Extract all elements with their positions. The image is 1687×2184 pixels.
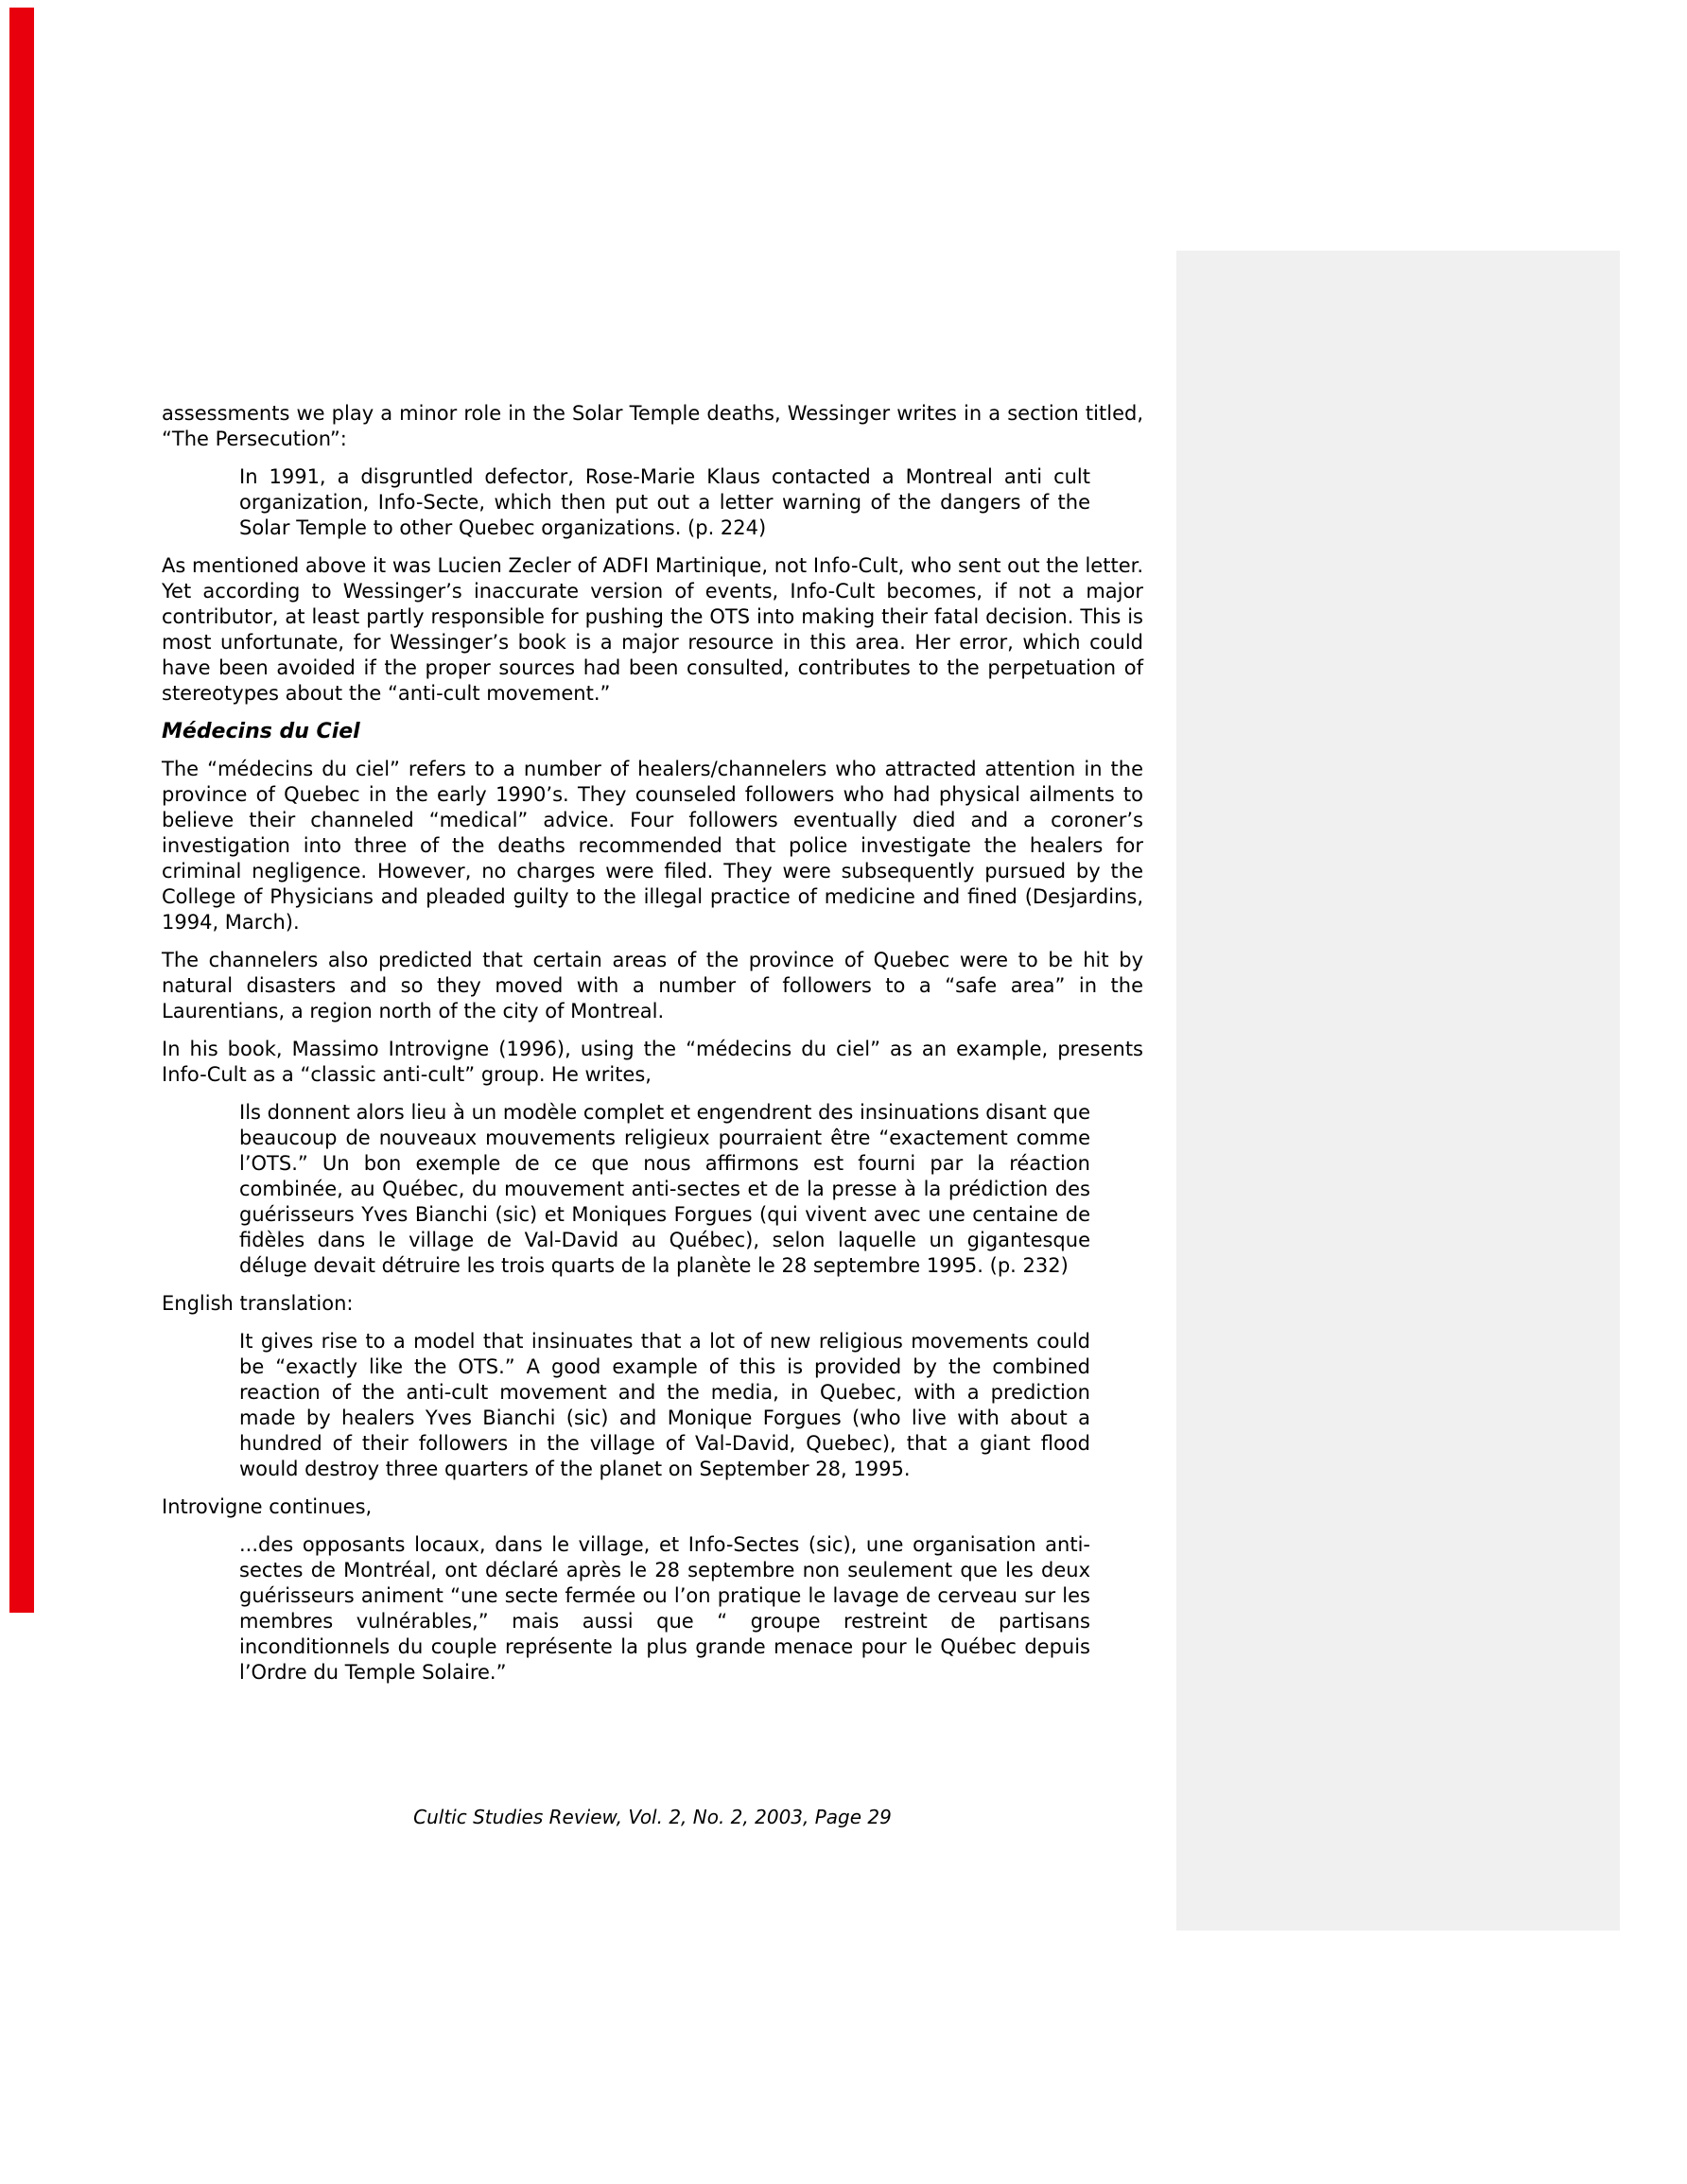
body-paragraph: The “médecins du ciel” refers to a number of healers/channelers who attracted attention in the province of Quebec in the early 1990’s. They counseled followers who had physical ailments to believe their channeled “medical” advice. Four followers eventually died and a coroner’s investigation into three of the deaths recommended that police investigate the healers for criminal negligence. However, no charges were filed. They were subsequently pursued by the College of Physicians and pleaded guilty to the illegal practice of medicine and fined (Desjardins, 1994, March). xyxy=(162,758,1143,934)
page-text-column xyxy=(162,401,1143,1698)
body-paragraph: assessments we play a minor role in the Solar Temple deaths, Wessinger writes in a section titled, “The Persecution”: xyxy=(162,402,1143,450)
left-red-accent-bar xyxy=(9,8,34,1613)
block-quote: Ils donnent alors lieu à un modèle complet et engendrent des insinuations disant que beaucoup de nouveaux mouvements religieux pourraient être “exactement comme l’OTS.” Un bon exemple de ce que nous affirmons est fourni par la réaction combinée, au Québec, du mouvement anti-sectes et de la presse à la prédiction des guérisseurs Yves Bianchi (sic) et Moniques Forgues (qui vivent avec une centaine de fidèles dans le village de Val-David au Québec), selon laquelle un gigantesque déluge devait détruire les trois quarts de la planète le 28 septembre 1995. (p. 232) xyxy=(239,1101,1090,1277)
block-quote: It gives rise to a model that insinuates that a lot of new religious movements could be “exactly like the OTS.” A good example of this is provided by the combined reaction of the anti-cult movement and the media, in Quebec, with a prediction made by healers Yves Bianchi (sic) and Monique Forgues (who live with about a hundred of their followers in the village of Val-David, Quebec), that a giant flood would destroy three quarters of the planet on September 28, 1995. xyxy=(239,1330,1090,1480)
body-paragraph: In his book, Massimo Introvigne (1996), using the “médecins du ciel” as an example, presents Info-Cult as a “classic anti-cult” group. He writes, xyxy=(162,1038,1143,1086)
right-gray-band xyxy=(1176,251,1620,1931)
block-quote: In 1991, a disgruntled defector, Rose-Marie Klaus contacted a Montreal anti cult organization, Info-Secte, which then put out a letter warning of the dangers of the Solar Temple to other Quebec organizations. (p. 224) xyxy=(239,465,1090,539)
body-paragraph: Introvigne continues, xyxy=(162,1495,373,1518)
block-quote: ...des opposants locaux, dans le village, et Info-Sectes (sic), une organisation anti-sectes de Montréal, ont déclaré après le 28 septembre non seulement que les deux guérisseurs animent “une secte fermée ou l’on pratique le lavage de cerveau sur les membres vulnérables,” mais aussi que “ groupe restreint de partisans inconditionnels du couple représente la plus grande menace pour le Québec depuis l’Ordre du Temple Solaire.” xyxy=(239,1533,1090,1684)
body-paragraph: English translation: xyxy=(162,1292,354,1315)
body-paragraph: The channelers also predicted that certain areas of the province of Quebec were to be hit by natural disasters and so they moved with a number of followers to a “safe area” in the Laurentians, a region north of the city of Montreal. xyxy=(162,949,1143,1022)
section-heading: Médecins du Ciel xyxy=(162,720,360,743)
body-paragraph: As mentioned above it was Lucien Zecler of ADFI Martinique, not Info-Cult, who sent out the letter. Yet according to Wessinger’s inaccurate version of events, Info-Cult becomes, if not a major contributor, at least partly responsible for pushing the OTS into making their fatal decision. This is most unfortunate, for Wessinger’s book is a major resource in this area. Her error, which could have been avoided if the proper sources had been consulted, contributes to the perpetuation of stereotypes about the “anti-cult movement.” xyxy=(162,554,1143,705)
page-footer: Cultic Studies Review, Vol. 2, No. 2, 2003, Page 29 xyxy=(413,1806,892,1828)
